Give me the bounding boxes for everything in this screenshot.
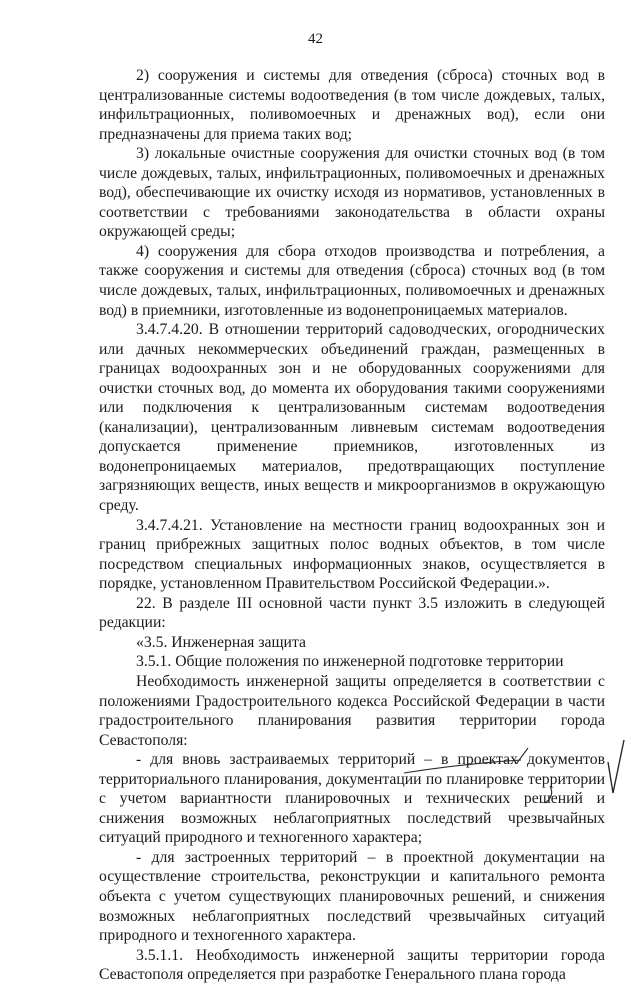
page-number: 42 [308, 31, 323, 47]
paragraph-item-4: 4) сооружения для сбора отходов производства и потребления, а также сооружения и системы для отведения (сброса) сточных вод (в том числе дождевых, талых, инфильтрационных, поливомоечных и дренажных вод) в приемники, изготовленные из водонепроницаемых материалов. [99, 242, 605, 319]
paragraph-3-4-7-4-20: 3.4.7.4.20. В отношении территорий садоводческих, огороднических или дачных некоммерческих объединений граждан, размещенных в границах водоохранных зон и не оборудованных сооружениями для очистки сточных вод, до момента их оборудования такими сооружениями или подключения к централизованным системам водоотведения (канализации), централизованным ливневым системам водоотведения допускается применение приемников, изготовленных из водонепроницаемых материалов, предотвращающих поступление загрязняющих веществ, иных веществ и микроорганизмов в окружающую среду. [99, 321, 605, 515]
paragraph-item-2: 2) сооружения и системы для отведения (сброса) сточных вод в централизованные системы водоотведения (в том числе дождевых, талых, инфильтрационных, поливомоечных и дренажных вод), если они предназначены для приема таких вод; [99, 67, 605, 143]
paragraph-22-amendment: 22. В разделе III основной части пункт 3.5 изложить в следующей редакции: [99, 594, 605, 632]
document-body [99, 66, 605, 985]
subsection-heading-3-5-1: 3.5.1. Общие положения по инженерной подготовке территории [136, 653, 564, 671]
paragraph-built-territories: - для застроенных территорий – в проектной документации на осуществление строительства, реконструкции и капитального ремонта объекта с учетом существующих планировочных решений, и снижения возможных неблагоприятных последствий чрезвычайных ситуаций природного и техногенного характера. [99, 848, 605, 945]
paragraph-3-5-1-1: 3.5.1.1. Необходимость инженерной защиты территории города Севастополя определяется при разработке Генерального плана города [99, 946, 605, 984]
paragraph-new-territories: - для вновь застраиваемых территорий – в проектах документов территориального планирования, документации по планировке территории с учетом вариантности планировочных и технических решений и снижения возможных неблагоприятных последствий чрезвычайных ситуаций природного и техногенного характера; [99, 751, 605, 847]
paragraph-item-3: 3) локальные очистные сооружения для очистки сточных вод (в том числе дождевых, талых, инфильтрационных, поливомоечных и дренажных вод), обеспечивающие их очистку исходя из нормативов, установленных в соответствии с требованиями законодательства в области охраны окружающей среды; [99, 145, 605, 241]
paragraph-3-4-7-4-21: 3.4.7.4.21. Установление на местности границ водоохранных зон и границ прибрежных защитных полос водных объектов, в том числе посредством специальных информационных знаков, осуществляется в порядке, установленном Правительством Российской Федерации.». [99, 516, 605, 593]
pen-checkmark [608, 740, 624, 793]
section-heading-3-5: «3.5. Инженерная защита [136, 633, 306, 651]
paragraph-necessity: Необходимость инженерной защиты определяется в соответствии с положениями Градостроительного кодекса Российской Федерации в части градостроительного планирования развития территории города Севастополя: [99, 672, 605, 749]
